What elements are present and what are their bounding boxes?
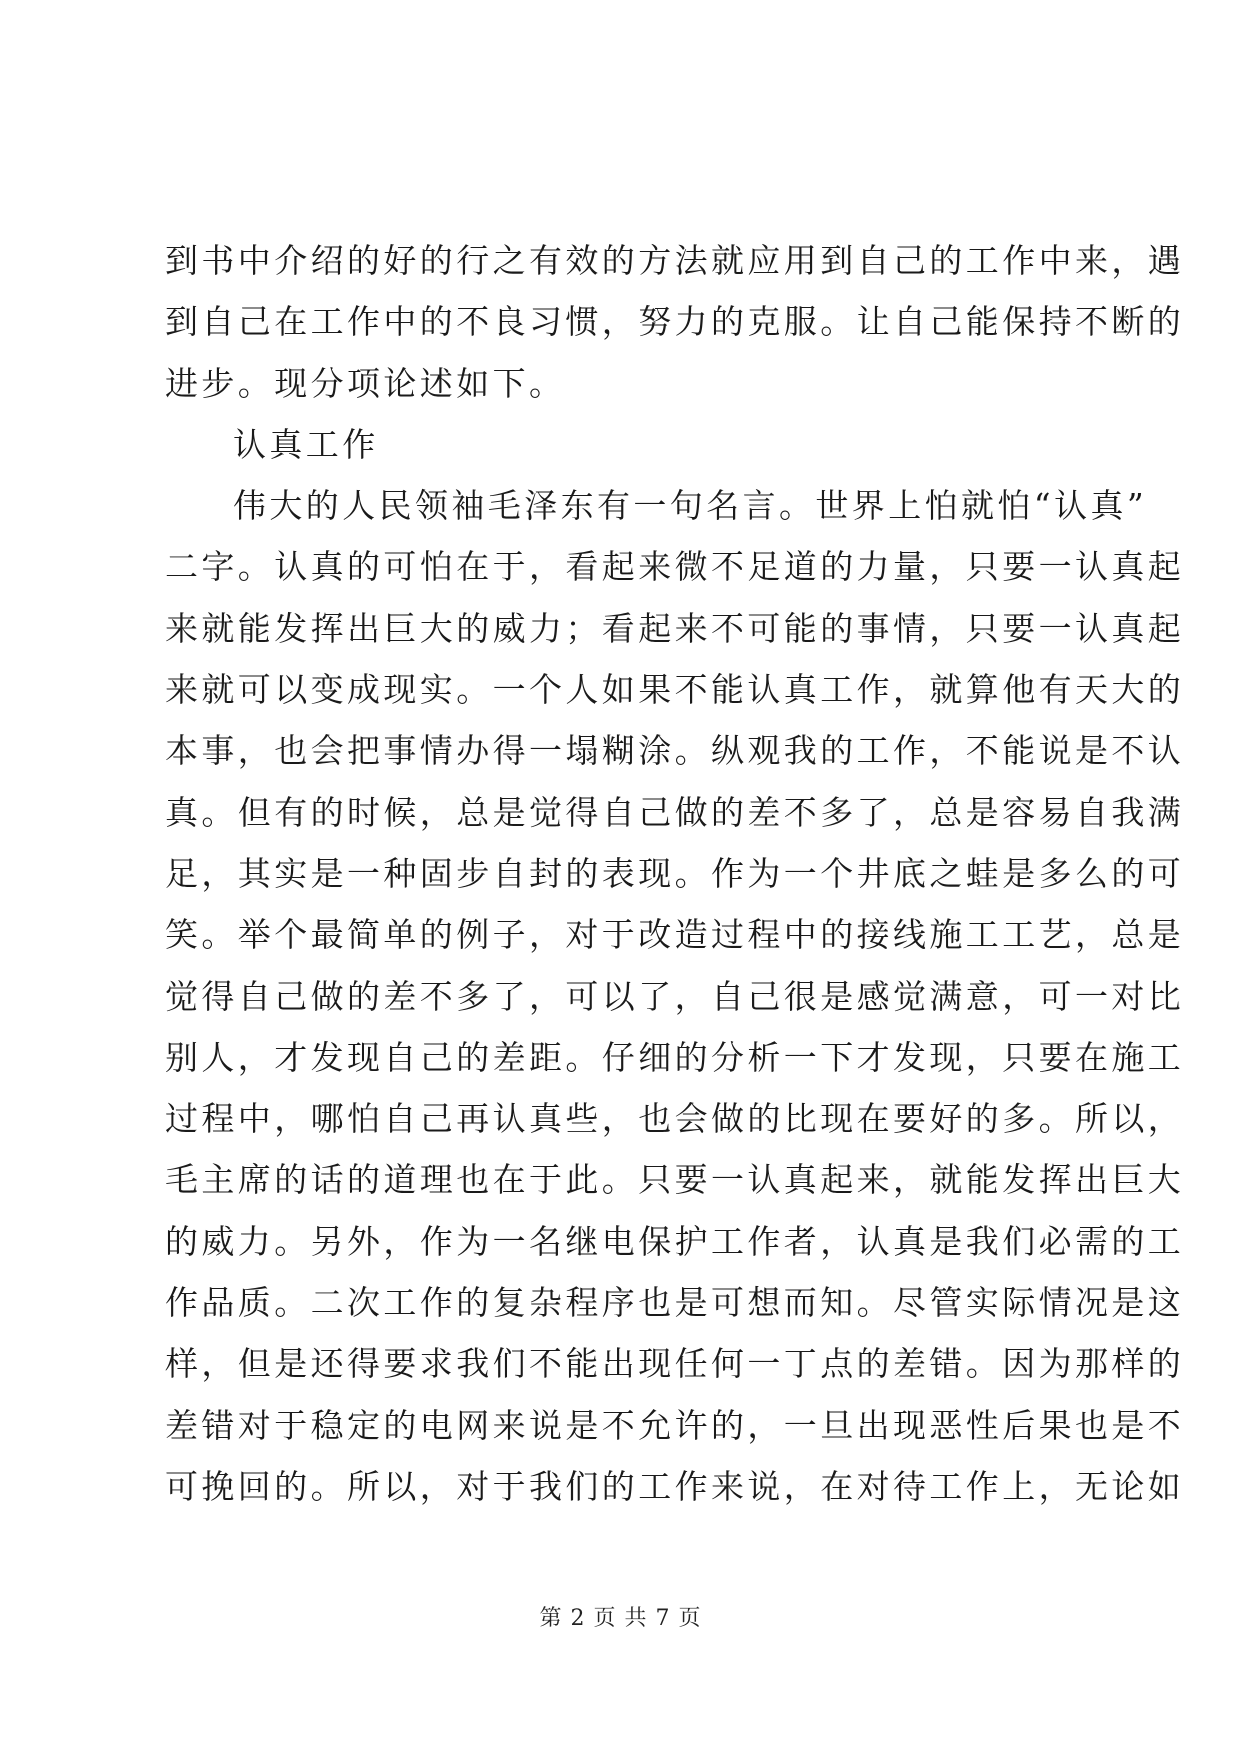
section-heading: 认真工作 — [233, 424, 379, 464]
text-line: 样，但是还得要求我们不能出现任何一丁点的差错。因为那样的 — [165, 1344, 1185, 1384]
text-line: 来就能发挥出巨大的威力；看起来不可能的事情，只要一认真起 — [165, 608, 1185, 648]
text-line: 来就可以变成现实。一个人如果不能认真工作，就算他有天大的 — [165, 670, 1185, 710]
paragraph-first-line: 伟大的人民领袖毛泽东有一句名言。世界上怕就怕“认真” — [233, 486, 1148, 526]
text-line: 足，其实是一种固步自封的表现。作为一个井底之蛙是多么的可 — [165, 853, 1185, 893]
text-line: 差错对于稳定的电网来说是不允许的，一旦出现恶性后果也是不 — [165, 1405, 1185, 1445]
text-line: 到书中介绍的好的行之有效的方法就应用到自己的工作中来，遇 — [165, 241, 1185, 280]
document-body — [165, 230, 1185, 1517]
page-number-footer: 第 2 页 共 7 页 — [539, 1606, 702, 1631]
text-line: 笑。举个最简单的例子，对于改造过程中的接线施工工艺，总是 — [165, 915, 1185, 955]
text-line: 进步。现分项论述如下。 — [165, 363, 566, 403]
text-line: 的威力。另外，作为一名继电保护工作者，认真是我们必需的工 — [165, 1221, 1185, 1261]
text-line: 可挽回的。所以，对于我们的工作来说，在对待工作上，无论如 — [165, 1466, 1185, 1506]
text-line: 觉得自己做的差不多了，可以了，自己很是感觉满意，可一对比 — [165, 976, 1185, 1016]
text-line: 到自己在工作中的不良习惯，努力的克服。让自己能保持不断的 — [165, 302, 1185, 342]
text-line: 毛主席的话的道理也在于此。只要一认真起来，就能发挥出巨大 — [165, 1160, 1185, 1200]
text-line: 本事，也会把事情办得一塌糊涂。纵观我的工作，不能说是不认 — [165, 731, 1185, 771]
text-line: 二字。认真的可怕在于，看起来微不足道的力量，只要一认真起 — [165, 547, 1185, 587]
text-line: 真。但有的时候，总是觉得自己做的差不多了，总是容易自我满 — [165, 792, 1185, 832]
text-line: 别人，才发现自己的差距。仔细的分析一下才发现，只要在施工 — [165, 1037, 1185, 1077]
text-line: 作品质。二次工作的复杂程序也是可想而知。尽管实际情况是这 — [165, 1283, 1185, 1323]
text-line: 过程中，哪怕自己再认真些，也会做的比现在要好的多。所以， — [165, 1099, 1185, 1139]
